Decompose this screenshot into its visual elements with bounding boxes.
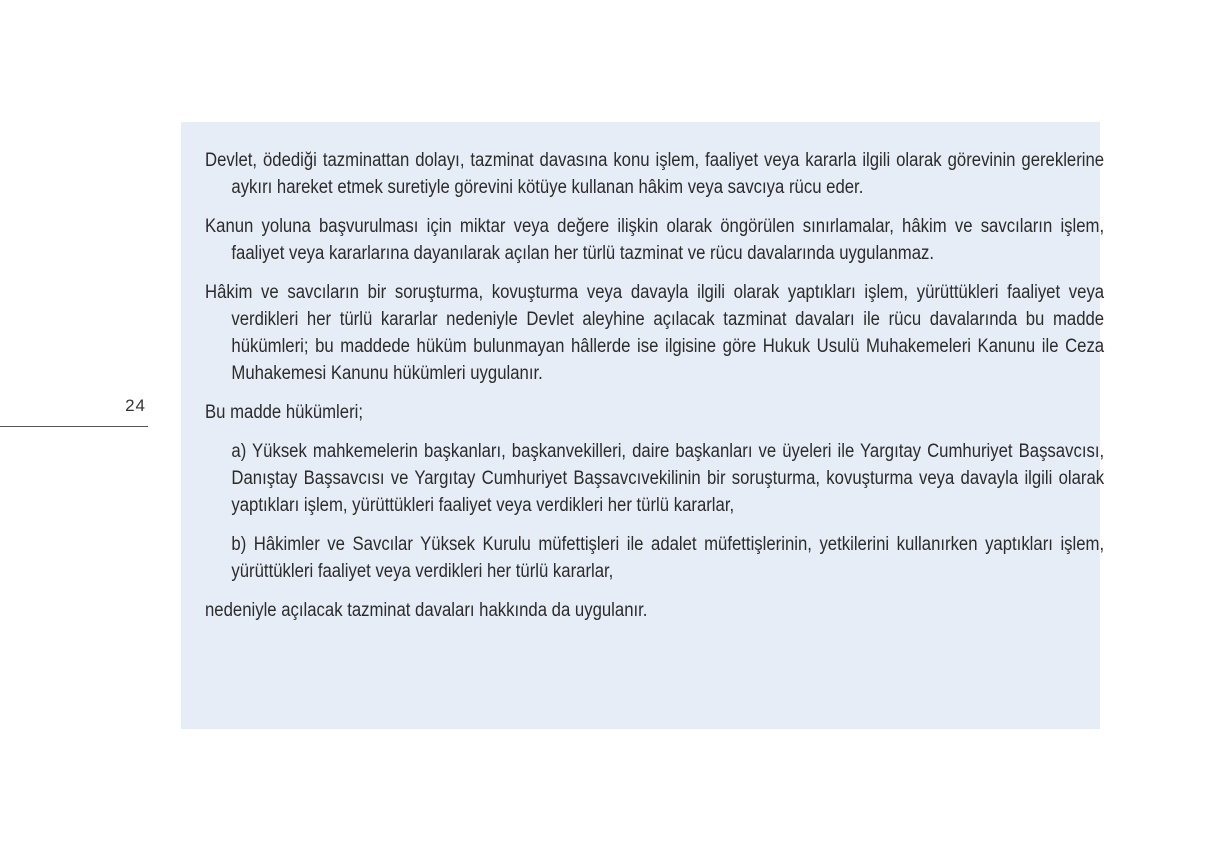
page-number-divider	[0, 426, 148, 427]
paragraph-rucu: Devlet, ödediği tazminattan dolayı, tazminat davasına konu işlem, faaliyet veya kararla ilgili olarak görevinin gereklerine aykırı hareket etmek suretiyle görevini kötüye kullanan hâkim veya savcıya rücu eder.	[205, 150, 1105, 198]
text-panel	[181, 122, 1105, 729]
paragraph-hakim-savci: Hâkim ve savcıların bir soruşturma, kovuşturma veya davayla ilgili olarak yaptıkları işlem, yürüttükleri faaliyet veya verdikleri her türlü kararlar nedeniyle Devlet aleyhine açılacak tazminat davaları ile rücu davalarında bu madde hükümleri; bu maddede hüküm bulunmayan hâllerde ise ilgisine göre Hukuk Usulü Muhakemeleri Kanunu ile Ceza Muhakemesi Kanunu hükümleri uygulanır.	[205, 282, 1105, 384]
paragraph-kanun-yolu: Kanun yoluna başvurulması için miktar veya değere ilişkin olarak öngörülen sınırlamalar, hâkim ve savcıların işlem, faaliyet veya kararlarına dayanılarak açılan her türlü tazminat ve rücu davalarında uygulanmaz.	[205, 216, 1105, 264]
paragraph-item-b: b) Hâkimler ve Savcılar Yüksek Kurulu müfettişleri ile adalet müfettişlerinin, yetkilerini kullanırken yaptıkları işlem, yürüttükleri faaliyet veya verdikleri her türlü kararlar,	[231, 534, 1105, 582]
paragraph-closing: nedeniyle açılacak tazminat davaları hakkında da uygulanır.	[205, 600, 648, 621]
page-number: 24	[125, 396, 146, 415]
paragraph-madde-hukumleri: Bu madde hükümleri;	[205, 402, 364, 423]
paragraph-item-a: a) Yüksek mahkemelerin başkanları, başkanvekilleri, daire başkanları ve üyeleri ile Yargıtay Cumhuriyet Başsavcısı, Danıştay Başsavcısı ve Yargıtay Cumhuriyet Başsavcıvekilinin bir soruşturma, kovuşturma veya davayla ilgili olarak yaptıkları işlem, yürüttükleri faaliyet veya verdikleri her türlü kararlar,	[231, 441, 1105, 516]
